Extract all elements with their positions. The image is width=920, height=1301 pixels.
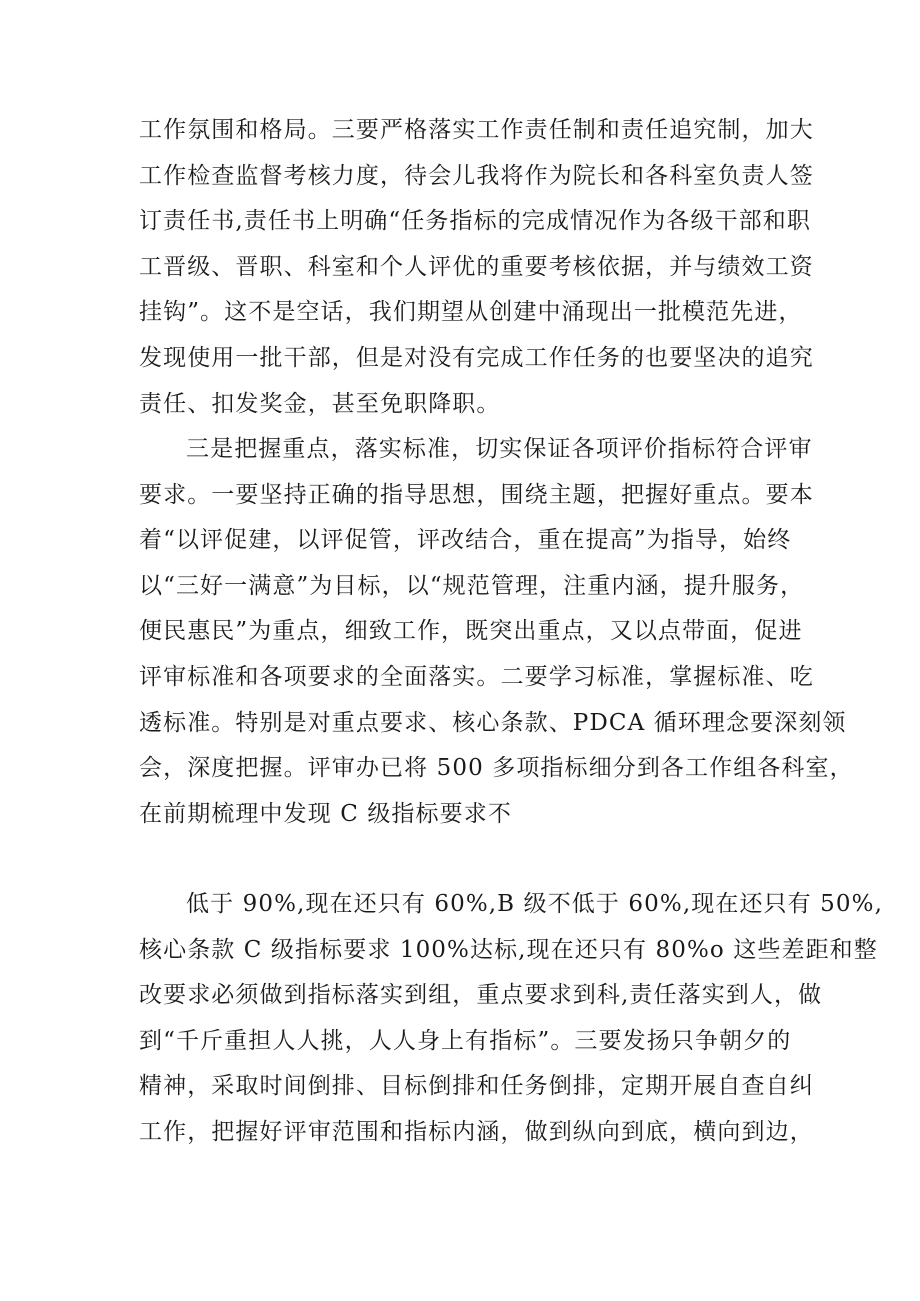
text-line: 透标准。特别是对重点要求、核心条款、PDCA 循环理念要深刻领 [139, 709, 847, 736]
text-line: 工作氛围和格局。三要严格落实工作责任制和责任追究制，加大 [139, 117, 814, 143]
text-line: 工作检查监督考核力度，待会儿我将作为院长和各科室负责人签 [139, 162, 814, 189]
text-line: 以“三好一满意”为目标，以“规范管理，注重内涵，提升服务， [139, 572, 805, 599]
text-line: 要求。一要坚持正确的指导思想，围绕主题，把握好重点。要本 [139, 481, 814, 508]
text-line: 挂钩”。这不是空话，我们期望从创建中涌现出一批模范先进， [139, 299, 803, 326]
text-line: 改要求必须做到指标落实到组，重点要求到科,责任落实到人，做 [139, 982, 823, 1009]
paragraph-responsibility-system [139, 108, 814, 427]
text-line: 三是把握重点，落实标准，切实保证各项评价指标符合评审 [186, 436, 813, 462]
text-line: 工作，把握好评审范围和指标内涵，做到纵向到底，横向到边， [139, 1118, 814, 1145]
text-line: 会，深度把握。评审办已将 500 多项指标细分到各工作组各科室， [139, 755, 854, 782]
text-line: 精神，采取时间倒排、目标倒排和任务倒排，定期开展自查自纠 [139, 1073, 814, 1100]
text-line: 在前期梳理中发现 C 级指标要求不 [139, 800, 512, 827]
text-line: 工晋级、晋职、科室和个人评优的重要考核依据，并与绩效工资 [139, 253, 814, 280]
text-line: 着“以评促建，以评促管，评改结合，重在提高”为指导，始终 [139, 527, 792, 554]
paragraph-indicator-targets [139, 882, 883, 1156]
text-line: 便民惠民”为重点，细致工作，既突出重点，又以点带面，促进 [139, 618, 803, 645]
text-line: 订责任书,责任书上明确“任务指标的完成情况作为各级干部和职 [139, 208, 811, 235]
text-line: 核心条款 C 级指标要求 100%达标,现在还只有 80%o 这些差距和整 [139, 936, 878, 963]
text-line: 到“千斤重担人人挑，人人身上有指标”。三要发扬只争朝夕的 [139, 1027, 792, 1054]
text-line: 发现使用一批干部，但是对没有完成工作任务的也要坚决的追究 [139, 344, 814, 371]
paragraph-grasp-key-points [139, 427, 854, 837]
text-line: 责任、扣发奖金，甚至免职降职。 [139, 390, 501, 417]
text-line: 评审标准和各项要求的全面落实。二要学习标准，掌握标准、吃 [139, 663, 814, 690]
text-line: 低于 90%,现在还只有 60%,B 级不低于 60%,现在还只有 50%, [186, 891, 883, 917]
